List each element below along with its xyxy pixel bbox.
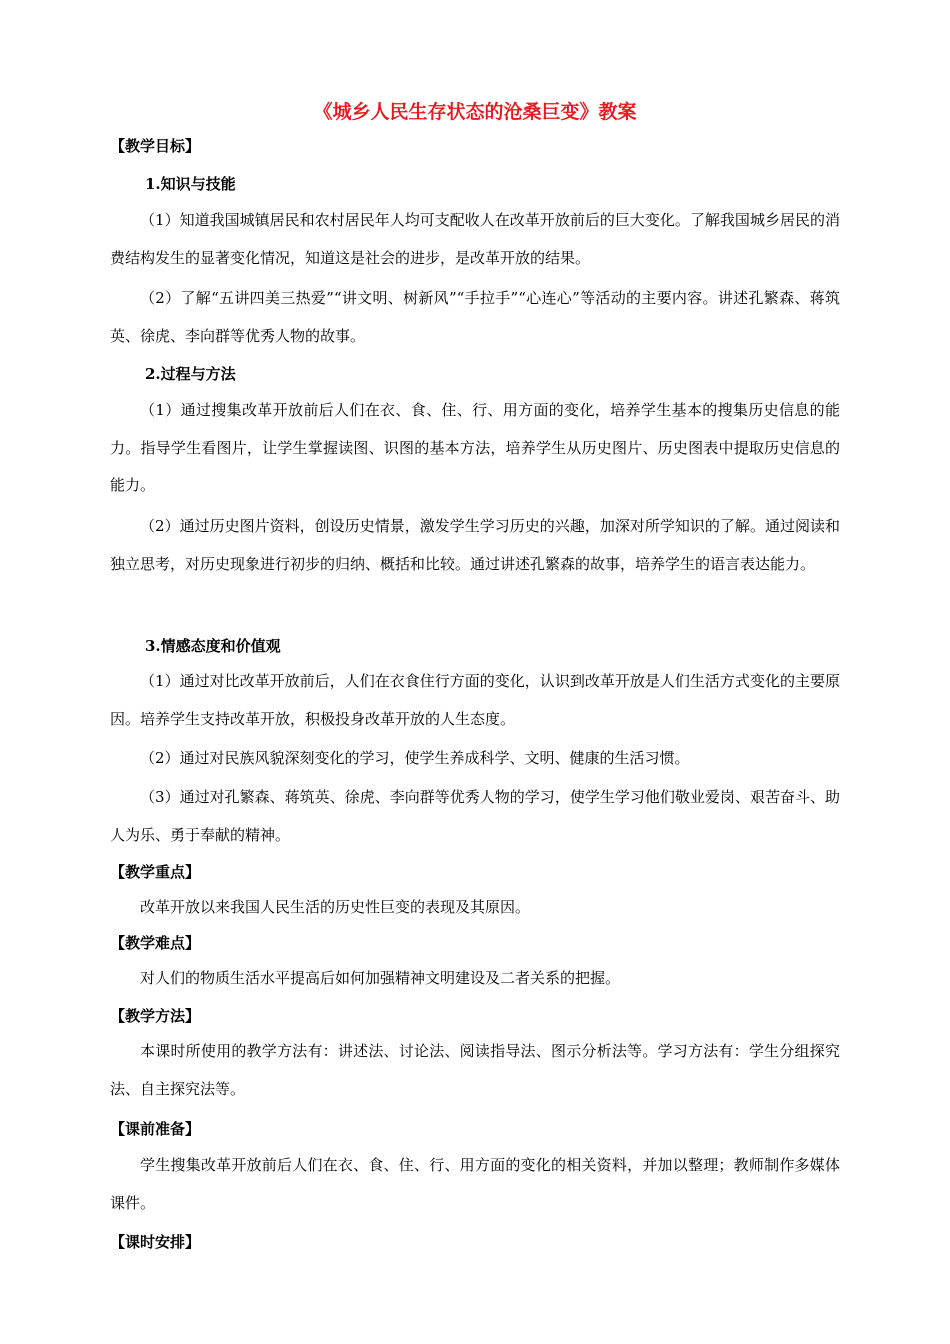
section-heading-goals: 【教学目标】 — [110, 137, 201, 155]
paragraph-difficulties: 对人们的物质生活水平提高后如何加强精神文明建设及二者关系的把握。 — [140, 969, 621, 987]
paragraph-preparation: 学生搜集改革开放前后人们在衣、食、住、行、用方面的变化的相关资料，并加以整理；教师制作多媒体课件。 — [110, 1156, 840, 1212]
paragraph-values-2: （2）通过对民族风貌深刻变化的学习，使学生养成科学、文明、健康的生活习惯。 — [140, 749, 690, 767]
paragraph-process-2: （2）通过历史图片资料，创设历史情景，激发学生学习历史的兴趣，加深对所学知识的了解。通过阅读和独立思考，对历史现象进行初步的归纳、概括和比较。通过讲述孔繁森的故事，培养学生的语言表达能力。 — [110, 517, 840, 573]
paragraph-methods: 本课时所使用的教学方法有：讲述法、讨论法、阅读指导法、图示分析法等。学习方法有：学生分组探究法、自主探究法等。 — [110, 1042, 840, 1098]
paragraph-knowledge-1: （1）知道我国城镇居民和农村居民年人均可支配收人在改革开放前后的巨大变化。了解我国城乡居民的消费结构发生的显著变化情况，知道这是社会的进步，是改革开放的结果。 — [110, 211, 840, 267]
subheading-values: 3.情感态度和价值观 — [145, 637, 281, 655]
paragraph-values-3: （3）通过对孔繁森、蒋筑英、徐虎、李向群等优秀人物的学习，使学生学习他们敬业爱岗、艰苦奋斗、助人为乐、勇于奉献的精神。 — [110, 788, 840, 844]
paragraph-knowledge-2: （2）了解“五讲四美三热爱”“讲文明、树新风”“手拉手”“心连心”等活动的主要内容。讲述孔繁森、蒋筑英、徐虎、李向群等优秀人物的故事。 — [110, 289, 840, 345]
subheading-process-methods: 2.过程与方法 — [145, 365, 236, 383]
paragraph-keypoints: 改革开放以来我国人民生活的历史性巨变的表现及其原因。 — [140, 898, 531, 916]
section-heading-schedule: 【课时安排】 — [110, 1233, 201, 1251]
subheading-knowledge-skills: 1.知识与技能 — [145, 175, 236, 193]
paragraph-process-1: （1）通过搜集改革开放前后人们在衣、食、住、行、用方面的变化，培养学生基本的搜集历史信息的能力。指导学生看图片，让学生掌握读图、识图的基本方法，培养学生从历史图片、历史图表中提取历史信息的能力。 — [110, 401, 840, 494]
section-heading-keypoints: 【教学重点】 — [110, 863, 201, 881]
section-heading-difficulties: 【教学难点】 — [110, 934, 201, 952]
section-heading-methods: 【教学方法】 — [110, 1007, 201, 1025]
paragraph-values-1: （1）通过对比改革开放前后，人们在衣食住行方面的变化，认识到改革开放是人们生活方式变化的主要原因。培养学生支持改革开放，积极投身改革开放的人生态度。 — [110, 672, 840, 728]
section-heading-preparation: 【课前准备】 — [110, 1120, 201, 1138]
document-title: 《城乡人民生存状态的沧桑巨变》教案 — [313, 101, 637, 123]
